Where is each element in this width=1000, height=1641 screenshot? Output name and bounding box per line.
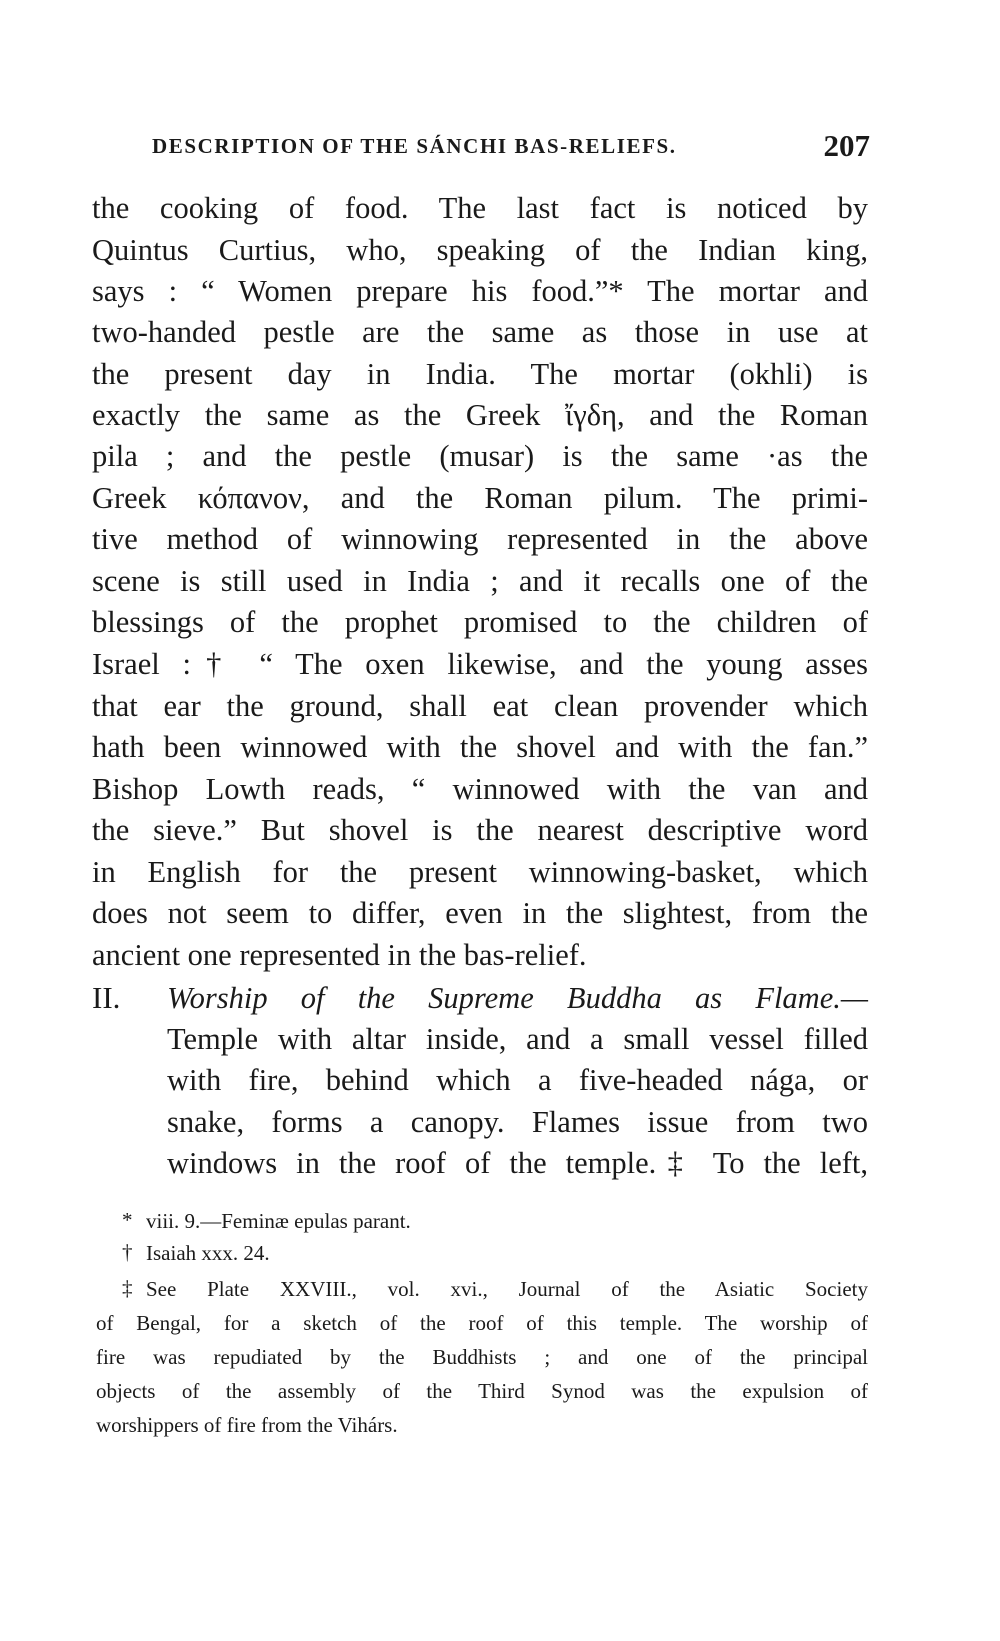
body-line: pila ; and the pestle (musar) is the same ·as the xyxy=(92,439,868,473)
footnote-line: fire was repudiated by the Buddhists ; and one of the principal xyxy=(96,1345,868,1369)
body-line: exactly the same as the Greek ἴγδη, and the Roman xyxy=(92,398,868,432)
footnote-line: of Bengal, for a sketch of the roof of this temple. The worship of xyxy=(96,1311,868,1335)
body-line: ancient one represented in the bas-relief. xyxy=(92,938,587,972)
page-number: 207 xyxy=(823,128,870,163)
footnote-mark: † xyxy=(122,1240,133,1264)
footnote: viii. 9.—Feminæ epulas parant. xyxy=(146,1209,411,1233)
body-line: does not seem to differ, even in the slightest, from the xyxy=(92,896,868,930)
footnote-line: objects of the assembly of the Third Synod was the expulsion of xyxy=(96,1379,868,1403)
footnote-line: worshippers of fire from the Vihárs. xyxy=(96,1413,398,1437)
body-line: that ear the ground, shall eat clean provender which xyxy=(92,689,868,723)
body-line: hath been winnowed with the shovel and with the fan.” xyxy=(92,730,868,764)
body-line: the sieve.” But shovel is the nearest descriptive word xyxy=(92,813,868,847)
running-title: DESCRIPTION OF THE SÁNCHI BAS-RELIEFS. xyxy=(152,134,677,158)
footnote-line: See Plate XXVIII., vol. xvi., Journal of the Asiatic Society xyxy=(146,1277,868,1301)
body-line: the cooking of food. The last fact is noticed by xyxy=(92,191,868,225)
footnote-mark: * xyxy=(122,1208,133,1232)
body-line: the present day in India. The mortar (okhli) is xyxy=(92,357,868,391)
section-line: with fire, behind which a five-headed nága, or xyxy=(167,1063,868,1097)
body-line: tive method of winnowing represented in the above xyxy=(92,522,868,556)
body-line: says : “ Women prepare his food.”* The mortar and xyxy=(92,274,868,308)
section-number: II. xyxy=(92,980,121,1015)
footnote-mark: ‡ xyxy=(122,1276,133,1300)
section-line: Temple with altar inside, and a small vessel filled xyxy=(167,1022,868,1056)
footnote: Isaiah xxx. 24. xyxy=(146,1241,270,1265)
body-line: blessings of the prophet promised to the children of xyxy=(92,605,868,639)
body-line: scene is still used in India ; and it recalls one of the xyxy=(92,564,868,598)
body-line: Quintus Curtius, who, speaking of the Indian king, xyxy=(92,233,868,267)
section-line: snake, forms a canopy. Flames issue from two xyxy=(167,1105,868,1139)
running-head xyxy=(152,128,870,168)
section-heading: Worship of the Supreme Buddha as Flame.— xyxy=(167,981,868,1015)
body-line: Israel :† “ The oxen likewise, and the young asses xyxy=(92,647,868,681)
body-line: Greek κόπανον, and the Roman pilum. The primi- xyxy=(92,481,868,515)
body-line: in English for the present winnowing-basket, which xyxy=(92,855,868,889)
body-line: Bishop Lowth reads, “ winnowed with the van and xyxy=(92,772,868,806)
section-line: windows in the roof of the temple.‡ To the left, xyxy=(167,1146,868,1180)
body-line: two-handed pestle are the same as those in use at xyxy=(92,315,868,349)
